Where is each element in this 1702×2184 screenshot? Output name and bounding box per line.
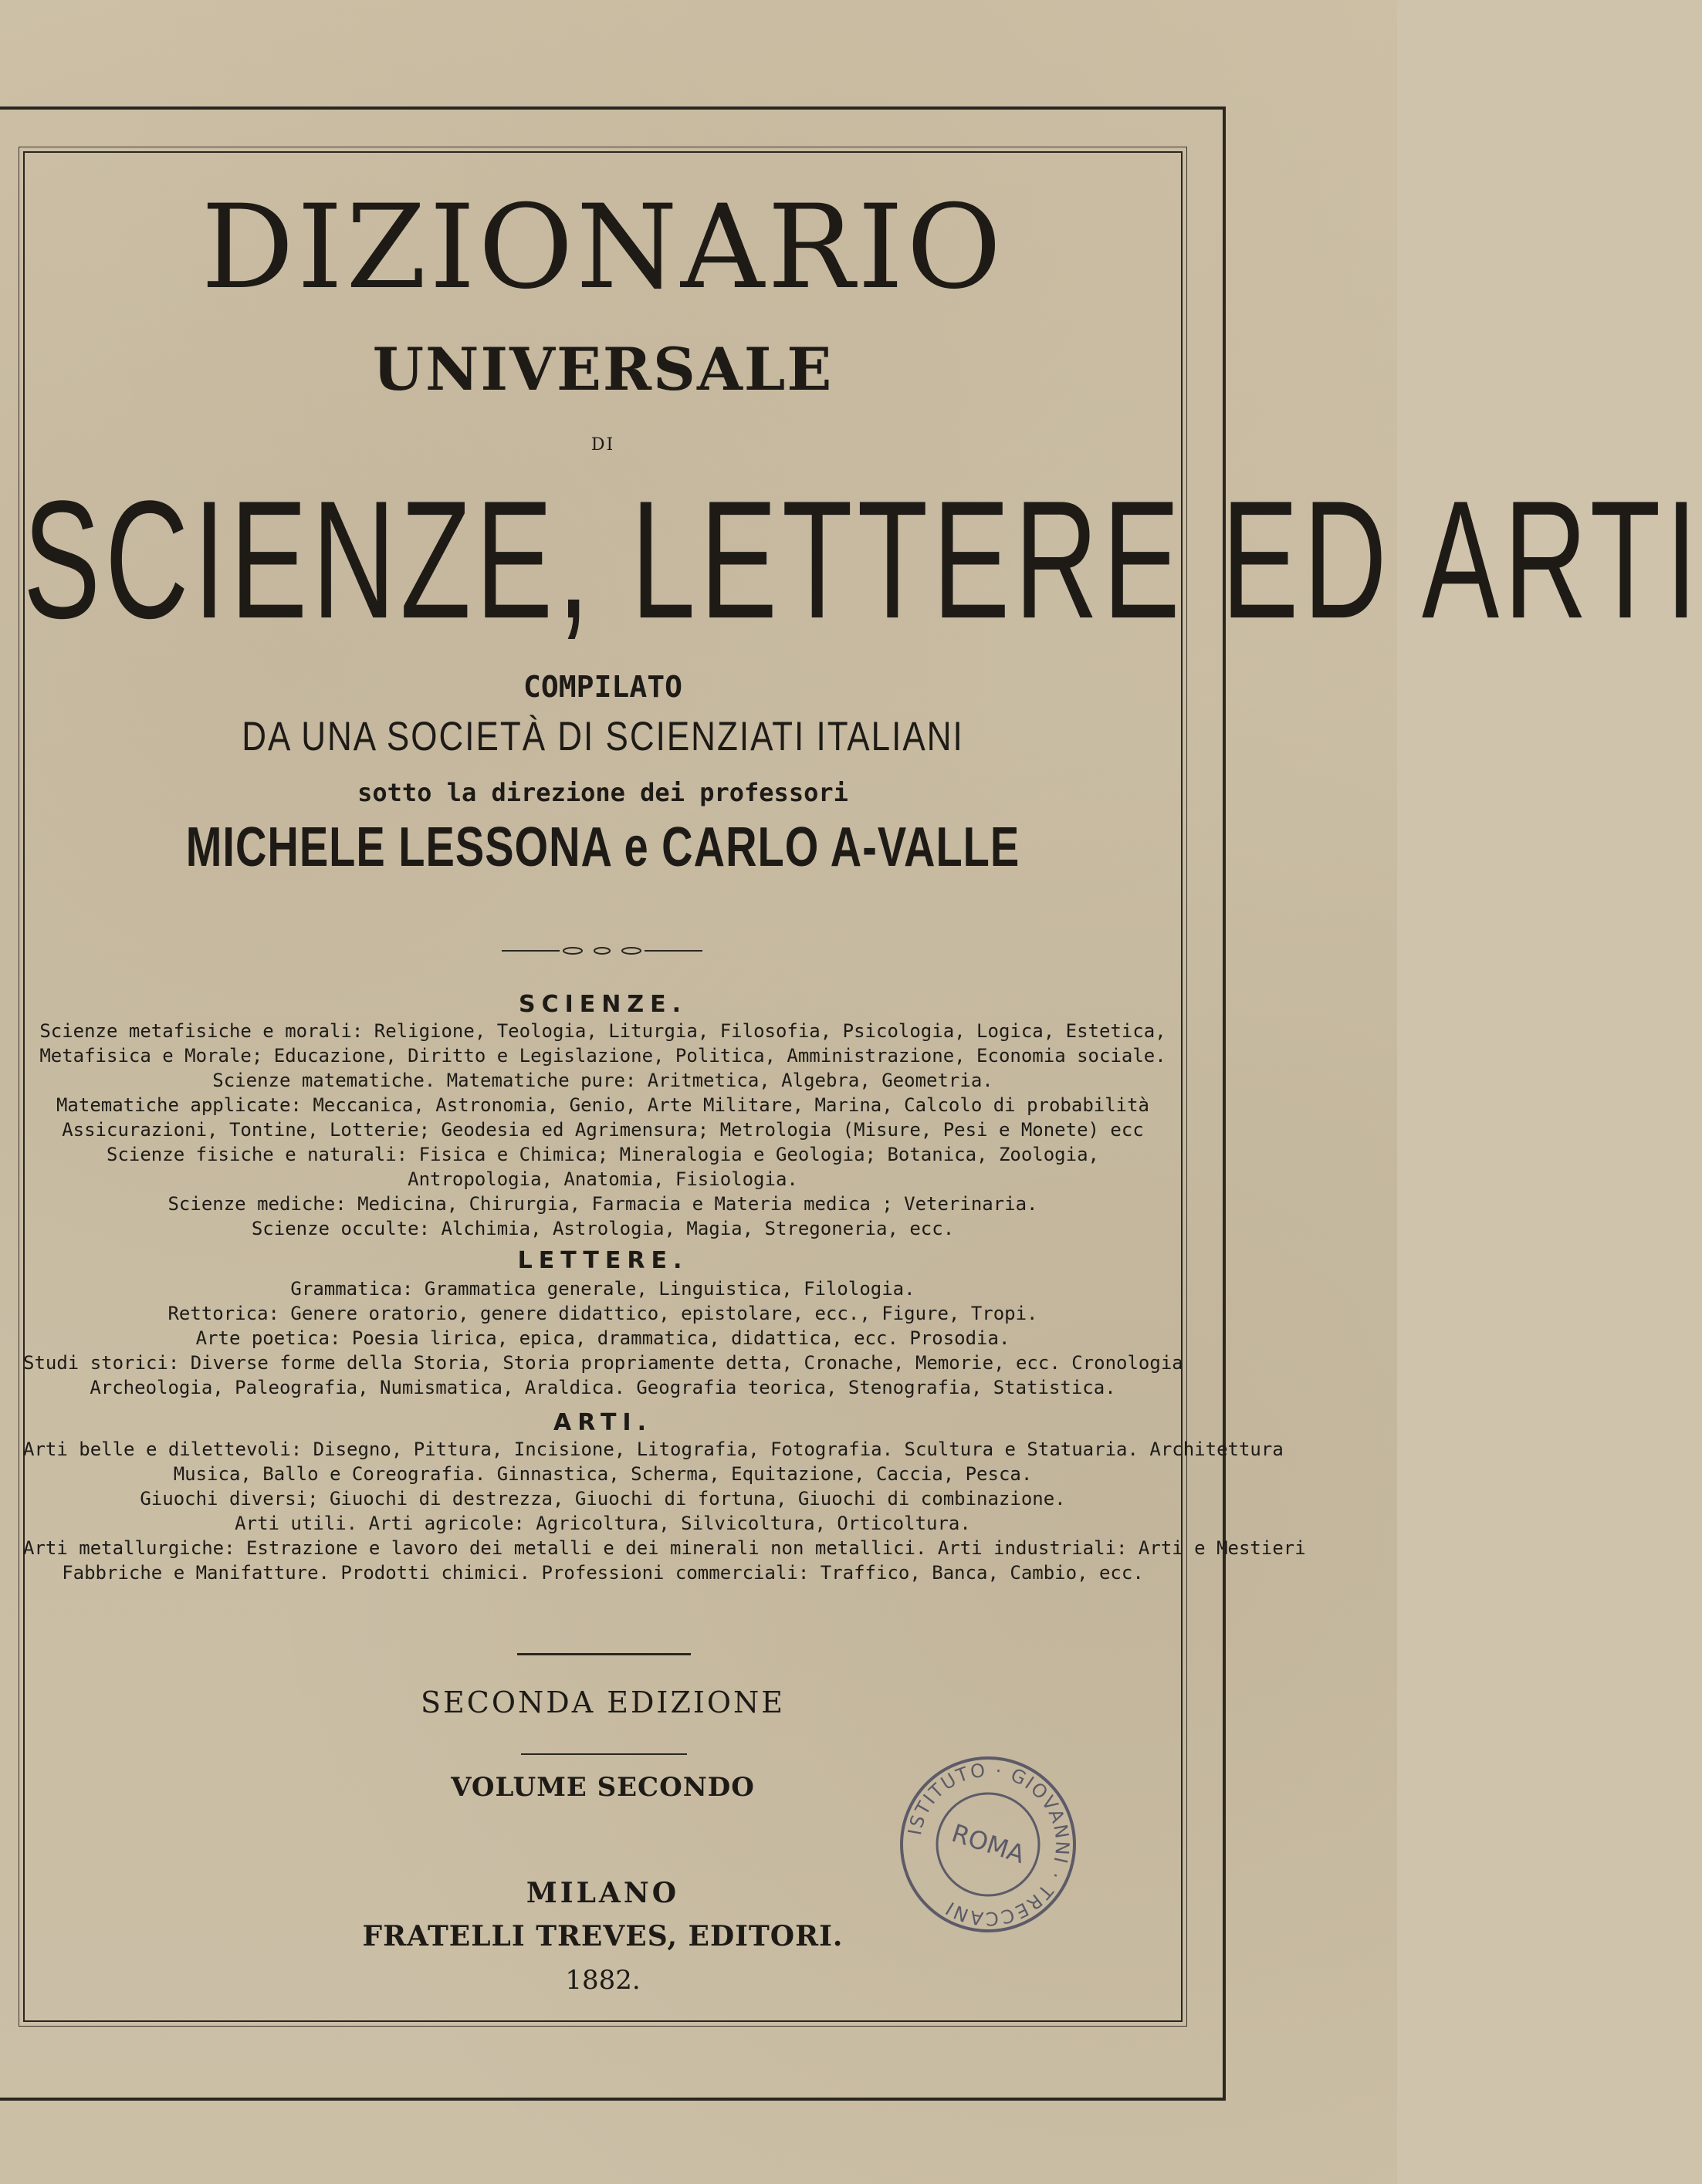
title-universale: UNIVERSALE [372,335,834,404]
arti-line: Fabbriche e Manifatture. Prodotti chimici. Professioni commerciali: Traffico, Banca, Cambio, ecc. [62,1562,1144,1584]
scienze-line: Metafisica e Morale; Educazione, Diritto e Legislazione, Politica, Amministrazione, Economia sociale. [39,1045,1166,1067]
rule-above-edition [517,1653,691,1655]
arti-line: Giuochi diversi; Giuochi di destrezza, Giuochi di fortuna, Giuochi di combinazione. [140,1488,1066,1510]
svg-text:ROMA: ROMA [948,1818,1029,1870]
ornament-divider [502,946,702,955]
city: MILANO [526,1877,680,1909]
rule-above-volume [521,1753,687,1755]
compilato: COMPILATO [523,670,682,704]
publisher: FRATELLI TREVES, EDITORI. [362,1920,844,1952]
section-heading-arti: ARTI. [553,1409,652,1436]
arti-line: Arti utili. Arti agricole: Agricoltura, Silvicoltura, Orticoltura. [235,1513,971,1534]
lettere-line: Arte poetica: Poesia lirica, epica, drammatica, didattica, ecc. Prosodia. [195,1327,1010,1349]
authors: MICHELE LESSONA e CARLO A-VALLE [185,814,1020,878]
scienze-line: Antropologia, Anatomia, Fisiologia. [408,1168,798,1190]
library-stamp [895,1752,1081,1937]
scienze-line: Scienze mediche: Medicina, Chirurgia, Farmacia e Materia medica ; Veterinaria. [167,1193,1038,1215]
lettere-line: Studi storici: Diverse forme della Storia, Storia propriamente detta, Cronache, Memorie, ecc. Cronologia [23,1352,1183,1374]
scienze-line: Scienze fisiche e naturali: Fisica e Chimica; Mineralogia e Geologia; Botanica, Zoologia, [107,1144,1099,1165]
societa-line: DA UNA SOCIETÀ DI SCIENZIATI ITALIANI [242,714,964,759]
svg-text:ISTITUTO · GIOVANNI · TRECCANI: ISTITUTO · GIOVANNI · TRECCANI [903,1759,1074,1930]
lettere-line: Rettorica: Genere oratorio, genere didattico, epistolare, ecc., Figure, Tropi. [167,1303,1038,1324]
year: 1882. [565,1965,641,1996]
direction-line: sotto la direzione dei professori [357,778,848,807]
scienze-line: Matematiche applicate: Meccanica, Astronomia, Genio, Arte Militare, Marina, Calcolo di probabilità [56,1094,1150,1116]
arti-line: Musica, Ballo e Coreografia. Ginnastica, Scherma, Equitazione, Caccia, Pesca. [173,1463,1033,1485]
scienze-line: Assicurazioni, Tontine, Lotterie; Geodesia ed Agrimensura; Metrologia (Misure, Pesi e Monete) ecc [62,1119,1144,1141]
lettere-line: Archeologia, Paleografia, Numismatica, Araldica. Geografia teorica, Stenografia, Statistica. [90,1377,1116,1398]
scienze-line: Scienze metafisiche e morali: Religione, Teologia, Liturgia, Filosofia, Psicologia, Logica, Estetica, [39,1020,1166,1042]
section-heading-scienze: SCIENZE. [518,991,688,1018]
page-content [23,151,1702,2022]
section-heading-lettere: LETTERE. [517,1247,689,1274]
scienze-line: Scienze occulte: Alchimia, Astrologia, Magia, Stregoneria, ecc. [251,1218,955,1239]
title-scienze-lettere-arti: SCIENZE, LETTERE ED ARTI [23,465,1702,654]
title-di: DI [590,435,615,455]
lettere-line: Grammatica: Grammatica generale, Linguistica, Filologia. [290,1278,915,1300]
edition: SECONDA EDIZIONE [420,1685,785,1719]
volume: VOLUME SECONDO [451,1772,755,1803]
scienze-line: Scienze matematiche. Matematiche pure: Aritmetica, Algebra, Geometria. [212,1070,993,1091]
arti-line: Arti metallurgiche: Estrazione e lavoro dei metalli e dei minerali non metallici. Arti industriali: Arti e Mestieri [23,1537,1306,1559]
title-dizionario: DIZIONARIO [201,181,1005,315]
arti-line: Arti belle e dilettevoli: Disegno, Pittura, Incisione, Litografia, Fotografia. Scultura e Statuaria. Architettura [23,1439,1284,1460]
